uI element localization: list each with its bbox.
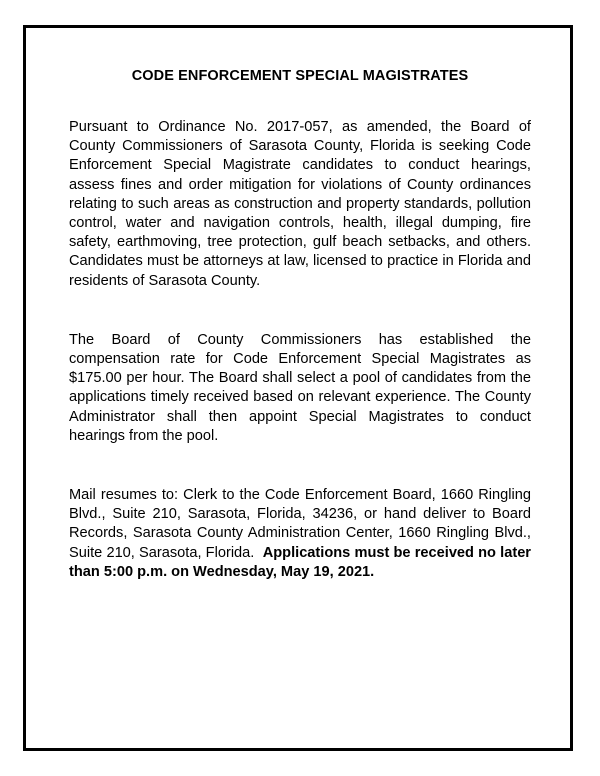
notice-title: CODE ENFORCEMENT SPECIAL MAGISTRATES [131,68,469,84]
compensation-paragraph: The Board of County Commissioners has established the compensation rate for Code Enforcement Special Magistrates as $175.00 per hour. The Board shall select a pool of candidates from the applications timely received based on relevant experience. The County Administrator shall then appoint Special Magistrates to conduct hearings from the pool. [69,331,531,444]
application-deadline: Applications must be received no later than 5:00 p.m. on Wednesday, May 19, 2021. [69,544,531,580]
notice-body [69,118,531,582]
mail-instructions: Mail resumes to: Clerk to the Code Enforcement Board, 1660 Ringling Blvd., Suite 210, Sarasota, Florida, 34236, or hand deliver to Board Records, Sarasota County Administration Center, 1660 Ringling Blvd., Suite 210, Sarasota, Florida. [69,487,531,561]
mail-paragraph [69,486,531,582]
ordinance-paragraph: Pursuant to Ordinance No. 2017-057, as amended, the Board of County Commissioners of Sarasota County, Florida is seeking Code Enforcement Special Magistrate candidates to conduct hearings, assess fines and order mitigation for violations of County ordinances relating to such areas as construction and property standards, pollution control, water and navigation controls, health, illegal dumping, fire safety, earthmoving, tree protection, gulf beach setbacks, and others. Candidates must be attorneys at law, licensed to practice in Florida and residents of Sarasota County. [69,119,531,289]
